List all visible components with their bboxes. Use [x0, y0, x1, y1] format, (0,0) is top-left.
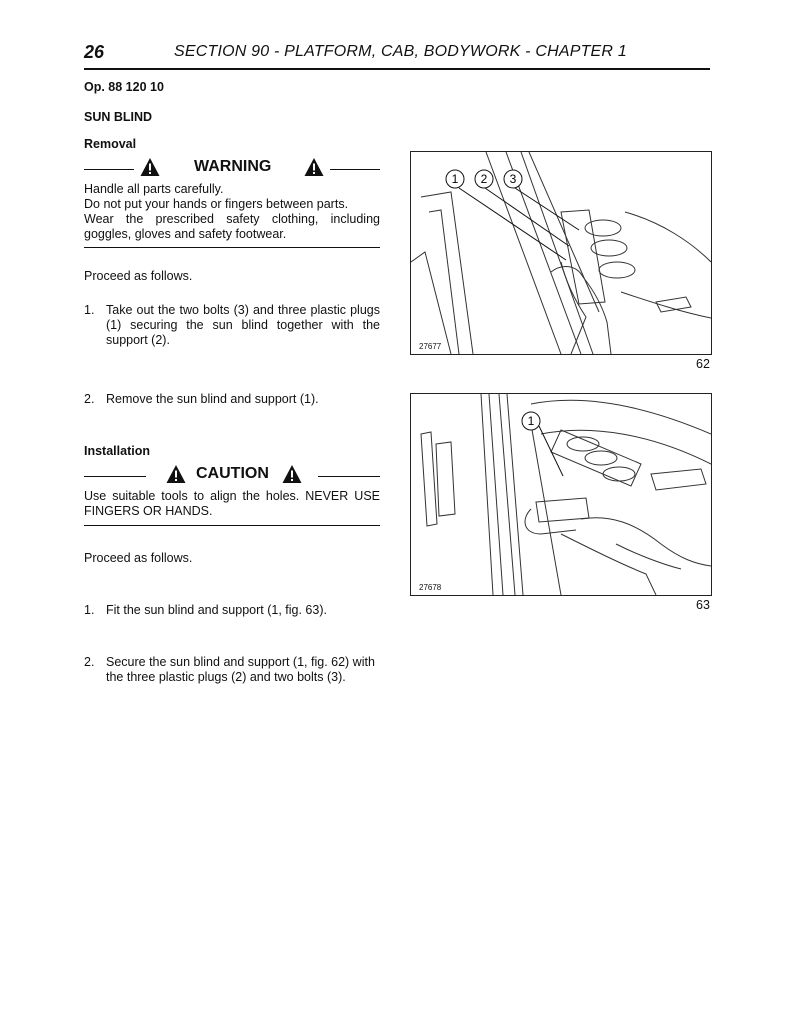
caution-label: CAUTION [196, 465, 269, 482]
installation-step [84, 603, 380, 619]
callout-1: 1 [451, 172, 459, 186]
warning-icon [166, 464, 186, 484]
figure-62 [410, 151, 712, 355]
divider [330, 169, 380, 170]
removal-step [84, 303, 380, 349]
subject-title: SUN BLIND [84, 110, 153, 124]
page-number: 26 [84, 42, 105, 62]
step-text: Secure the sun blind and support (1, fig. 62) with the three plastic plugs (2) and two bolts (3). [106, 655, 375, 684]
notice-end-rule [84, 247, 380, 248]
removal-step [84, 392, 380, 408]
warning-line: Wear the prescribed safety clothing, including goggles, gloves and safety footwear. [84, 212, 380, 241]
step-text: Remove the sun blind and support (1). [106, 392, 319, 406]
removal-heading: Removal [84, 137, 137, 151]
caution-line: Use suitable tools to align the holes. NEVER USE FINGERS OR HANDS. [84, 489, 380, 518]
step-text: Fit the sun blind and support (1, fig. 63). [106, 603, 327, 617]
divider [84, 169, 134, 170]
installation-step [84, 655, 380, 687]
operation-code: Op. 88 120 10 [84, 80, 164, 94]
figure-63 [410, 393, 712, 596]
warning-line: Handle all parts carefully. [84, 182, 224, 196]
warning-line: Do not put your hands or fingers between parts. [84, 197, 349, 211]
notice-end-rule [84, 525, 380, 526]
page-header [84, 40, 710, 70]
divider [318, 476, 380, 477]
warning-icon [304, 157, 324, 177]
removal-intro: Proceed as follows. [84, 269, 193, 283]
step-number: 1. [84, 303, 95, 317]
warning-icon [140, 157, 160, 177]
figure-number: 63 [696, 598, 710, 612]
figure-code: 27677 [419, 342, 442, 351]
callout-2: 2 [480, 172, 488, 186]
installation-heading: Installation [84, 444, 150, 458]
sun-blind-installation-illustration [411, 394, 711, 595]
installation-intro: Proceed as follows. [84, 551, 193, 565]
section-title: SECTION 90 - PLATFORM, CAB, BODYWORK - CHAPTER 1 [174, 43, 627, 60]
warning-icon [282, 464, 302, 484]
sun-blind-removal-illustration [411, 152, 711, 354]
figure-code: 27678 [419, 583, 442, 592]
divider [84, 476, 146, 477]
warning-notice-header [84, 157, 380, 181]
figure-number: 62 [696, 357, 710, 371]
step-number: 2. [84, 655, 95, 669]
callout-1: 1 [527, 414, 535, 428]
callout-3: 3 [509, 172, 517, 186]
warning-label: WARNING [194, 158, 272, 175]
step-number: 2. [84, 392, 95, 406]
step-text: Take out the two bolts (3) and three plastic plugs (1) securing the sun blind together with the support (2). [106, 303, 380, 347]
caution-notice-header [84, 464, 380, 488]
step-number: 1. [84, 603, 95, 617]
